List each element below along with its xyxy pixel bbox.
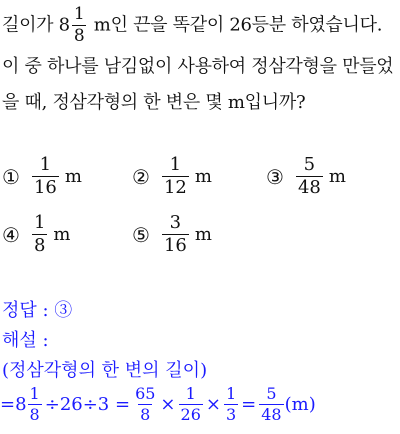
option-5[interactable]: [132, 214, 212, 255]
option-marker: ⑤: [132, 222, 150, 247]
option-2[interactable]: [132, 156, 212, 197]
option-marker: ②: [132, 164, 150, 189]
option-unit: m: [194, 166, 212, 187]
explanation-label: 해설 :: [2, 330, 49, 351]
fraction-denominator: 12: [163, 177, 187, 198]
option-1[interactable]: [2, 156, 82, 197]
question-line-3: 을 때, 정삼각형의 한 변은 몇 m입니까?: [2, 92, 306, 113]
eq-fraction-3: [179, 386, 203, 423]
eq-fraction-5: [259, 386, 283, 423]
fraction-denominator: 8: [73, 26, 85, 46]
eq-start: =8: [0, 394, 27, 415]
fraction-numerator: 5: [303, 154, 316, 175]
option-3[interactable]: [266, 156, 346, 197]
fraction-denominator: 8: [29, 405, 40, 424]
fraction-numerator: 3: [169, 212, 182, 233]
answer-label: 정답 : ③: [2, 300, 73, 321]
option-unit: m: [53, 224, 71, 245]
formula-label: (정삼각형의 한 변의 길이): [2, 360, 208, 381]
question-suffix: m인 끈을 똑같이 26등분 하였습니다.: [93, 14, 383, 36]
fraction-numerator: 5: [266, 384, 277, 403]
eq-equals: =: [241, 394, 257, 415]
fraction-denominator: 26: [180, 405, 201, 424]
fraction-denominator: 48: [297, 177, 321, 198]
option-marker: ④: [2, 222, 20, 247]
question-line-1: [2, 6, 382, 45]
eq-fraction-1: [28, 386, 42, 423]
option-unit: m: [194, 224, 212, 245]
fraction-denominator: 8: [140, 405, 151, 424]
fraction-denominator: 16: [33, 177, 57, 198]
fraction-denominator: 8: [33, 235, 46, 256]
option-fraction: [296, 156, 323, 197]
fraction-numerator: 1: [29, 384, 40, 403]
eq-times-1: ×: [160, 394, 176, 415]
fraction-numerator: 1: [39, 154, 52, 175]
eq-times-2: ×: [205, 394, 221, 415]
fraction-denominator: 48: [261, 405, 282, 424]
fraction-numerator: 1: [185, 384, 196, 403]
option-fraction: [32, 156, 59, 197]
fraction-numerator: 1: [225, 384, 237, 403]
fraction-numerator: 1: [169, 154, 182, 175]
option-marker: ①: [2, 164, 20, 189]
eq-fraction-2: [133, 386, 157, 423]
fraction-denominator: 3: [225, 405, 237, 424]
option-marker: ③: [266, 164, 284, 189]
fraction-numerator: 65: [135, 384, 156, 403]
fraction-numerator: 1: [73, 4, 85, 24]
option-fraction: [162, 156, 189, 197]
eq-division-part: ÷26÷3 =: [44, 394, 131, 415]
eq-unit: (m): [284, 394, 316, 415]
mixed-fraction: [72, 6, 87, 45]
solution-equation: [0, 386, 316, 423]
fraction-denominator: 16: [163, 235, 187, 256]
option-unit: m: [64, 166, 82, 187]
option-4[interactable]: [2, 214, 70, 255]
option-unit: m: [328, 166, 346, 187]
fraction-numerator: 1: [33, 212, 46, 233]
option-fraction: [162, 214, 189, 255]
option-fraction: [32, 214, 47, 255]
question-prefix: 길이가 8: [2, 14, 70, 36]
question-line-2: 이 중 하나를 남김없이 사용하여 정삼각형을 만들었: [2, 56, 394, 77]
eq-fraction-4: [224, 386, 238, 423]
